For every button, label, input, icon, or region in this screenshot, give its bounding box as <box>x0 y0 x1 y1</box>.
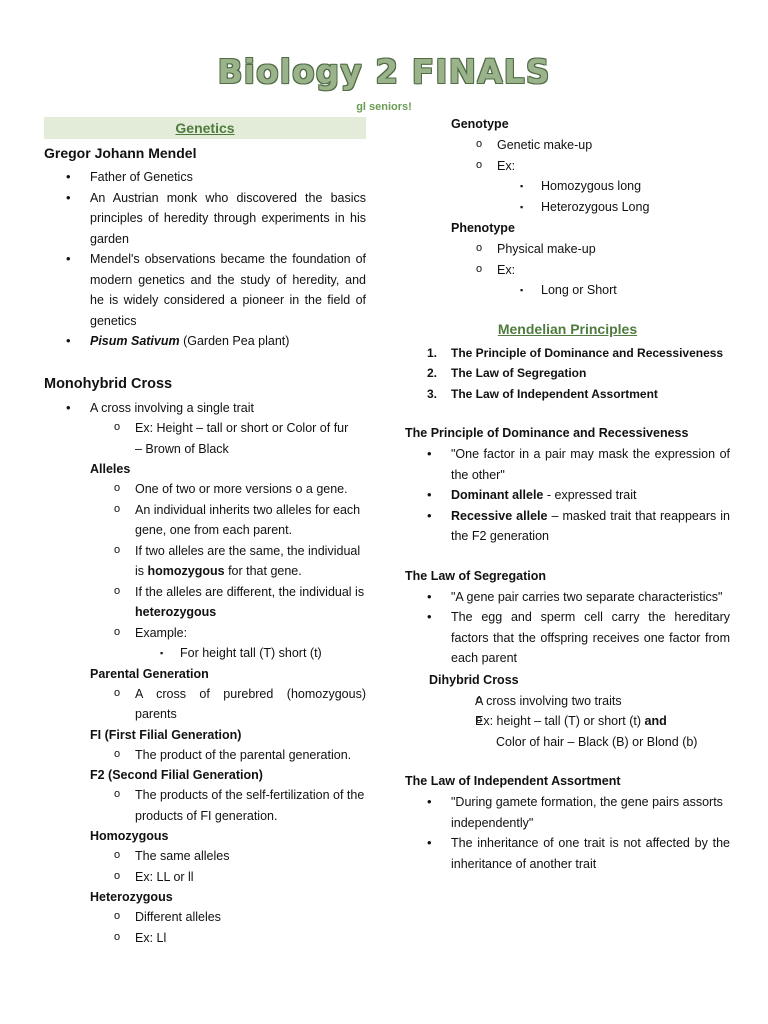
monohybrid-heading: Monohybrid Cross <box>44 375 173 392</box>
dominant-allele-term: Dominant allele <box>451 488 544 502</box>
list-item <box>405 343 730 364</box>
mendelian-section <box>405 321 730 337</box>
f2-label: F2 (Second Filial Generation) <box>90 768 263 782</box>
list-item: • An Austrian monk who discovered the basics principles of heredity through experiments in his garden <box>44 188 366 250</box>
genetics-heading: Genetics <box>175 120 235 136</box>
principle-text: The Principle of Dominance and Recessiveness <box>451 345 724 360</box>
list-number: 2. <box>427 366 438 380</box>
pisum-sativum-text: Pisum Sativum <box>90 334 180 348</box>
segregation-list <box>405 587 730 669</box>
homozygous-text-post: for that gene. <box>224 564 302 578</box>
homozygous-list <box>44 846 366 887</box>
list-item: • Father of Genetics <box>44 167 366 188</box>
list-item: • "During gamete formation, the gene pairs assorts independently" <box>405 792 730 833</box>
page-subtitle: gl seniors! <box>356 101 412 113</box>
alleles-label: Alleles <box>90 462 131 476</box>
f1-list <box>44 745 366 766</box>
dominance-list <box>405 444 730 547</box>
list-item: o The products of the self-fertilization of the products of FI generation. <box>44 785 366 826</box>
heterozygous-text-pre: If the alleles are different, the individual is <box>135 584 365 599</box>
list-item: o Ex: Ll <box>44 928 366 949</box>
heterozygous-label: Heterozygous <box>90 890 173 904</box>
homozygous-label: Homozygous <box>90 829 169 843</box>
list-item <box>44 418 366 459</box>
phenotype-list <box>405 239 730 301</box>
list-item <box>44 541 366 582</box>
list-item <box>44 582 366 623</box>
principle-text: The Law of Independent Assortment <box>451 386 658 401</box>
parental-generation-label: Parental Generation <box>90 666 209 681</box>
dihybrid-example-line2: Color of hair – Black (B) or Blond (b) <box>496 734 698 749</box>
list-item: • "A gene pair carries two separate characteristics" <box>405 587 730 608</box>
page-title: Biology 2 FINALS <box>217 52 551 91</box>
genotype-list <box>405 135 730 217</box>
list-item: o Physical make-up <box>405 239 730 260</box>
monohybrid-list <box>44 398 366 460</box>
list-item: o A cross of purebred (homozygous) parents <box>44 684 366 725</box>
mendel-heading: Gregor Johann Mendel <box>44 145 197 161</box>
homozygous-term: homozygous <box>147 564 225 578</box>
segregation-heading: The Law of Segregation <box>405 568 546 583</box>
pisum-description: (Garden Pea plant) <box>179 334 290 348</box>
parental-list <box>44 684 366 725</box>
list-item: o Example: <box>44 623 366 644</box>
list-item: ▪ Long or Short <box>405 280 730 301</box>
list-item: • The egg and sperm cell carry the hereditary factors that the offspring receives one factor from each parent <box>405 607 730 669</box>
dihybrid-list <box>405 691 730 753</box>
list-item <box>405 506 730 547</box>
list-item: ▪ For height tall (T) short (t) <box>44 643 366 664</box>
list-item: o The product of the parental generation. <box>44 745 366 766</box>
heterozygous-list <box>44 907 366 948</box>
list-item: o Ex: <box>405 156 730 177</box>
list-item <box>405 363 730 384</box>
left-column <box>44 117 366 948</box>
dihybrid-example-pre: Ex: height – tall (T) or short (t) <box>475 714 645 728</box>
list-item: o Different alleles <box>44 907 366 928</box>
recessive-allele-desc: – masked trait that reappears in the F2 generation <box>451 508 730 543</box>
dihybrid-text: A cross involving two traits <box>475 693 622 708</box>
list-item <box>405 384 730 405</box>
dihybrid-example-and: and <box>644 714 667 728</box>
list-item <box>44 331 366 352</box>
list-item: o One of two or more versions o a gene. <box>44 479 366 500</box>
dominant-allele-desc: - expressed trait <box>543 488 637 502</box>
recessive-allele-term: Recessive allele <box>451 508 548 523</box>
list-item <box>405 691 730 712</box>
list-item: o Ex: <box>405 260 730 281</box>
genetics-section-band <box>44 117 366 139</box>
phenotype-label: Phenotype <box>451 221 515 235</box>
list-item: o Ex: LL or ll <box>44 867 366 888</box>
right-column <box>405 117 730 874</box>
list-item: o An individual inherits two alleles for each gene, one from each parent. <box>44 500 366 541</box>
list-item: o Genetic make-up <box>405 135 730 156</box>
example-line-1: Ex: Height – tall or short or Color of fur <box>135 421 349 435</box>
list-item: o The same alleles <box>44 846 366 867</box>
independent-heading: The Law of Independent Assortment <box>405 774 621 788</box>
list-item <box>405 711 730 752</box>
principles-list <box>405 343 730 405</box>
dihybrid-label: Dihybrid Cross <box>429 672 519 687</box>
f2-list <box>44 785 366 826</box>
list-item: • Mendel's observations became the foundation of modern genetics and the study of heredity, and he is widely considered a pioneer in the field of genetics <box>44 249 366 331</box>
list-item: ▪ Homozygous long <box>405 176 730 197</box>
mendel-list <box>44 167 366 352</box>
list-number: 1. <box>427 345 438 360</box>
list-item: • The inheritance of one trait is not affected by the inheritance of another trait <box>405 833 730 874</box>
f1-label: FI (First Filial Generation) <box>90 727 242 742</box>
list-item: • A cross involving a single trait <box>44 398 366 419</box>
list-item: ▪ Heterozygous Long <box>405 197 730 218</box>
genotype-label: Genotype <box>451 117 509 131</box>
alleles-list <box>44 479 366 664</box>
list-item: • "One factor in a pair may mask the expression of the other" <box>405 444 730 485</box>
independent-list <box>405 792 730 874</box>
homozygous-text-pre: If two alleles are the same, the individual is <box>135 543 361 578</box>
list-item <box>405 485 730 506</box>
list-number: 3. <box>427 386 438 401</box>
example-line-2: – Brown of Black <box>135 441 229 456</box>
mendelian-heading: Mendelian Principles <box>497 320 638 337</box>
dominance-heading: The Principle of Dominance and Recessiveness <box>405 426 689 440</box>
principle-text: The Law of Segregation <box>451 366 587 380</box>
heterozygous-term: heterozygous <box>135 605 217 619</box>
